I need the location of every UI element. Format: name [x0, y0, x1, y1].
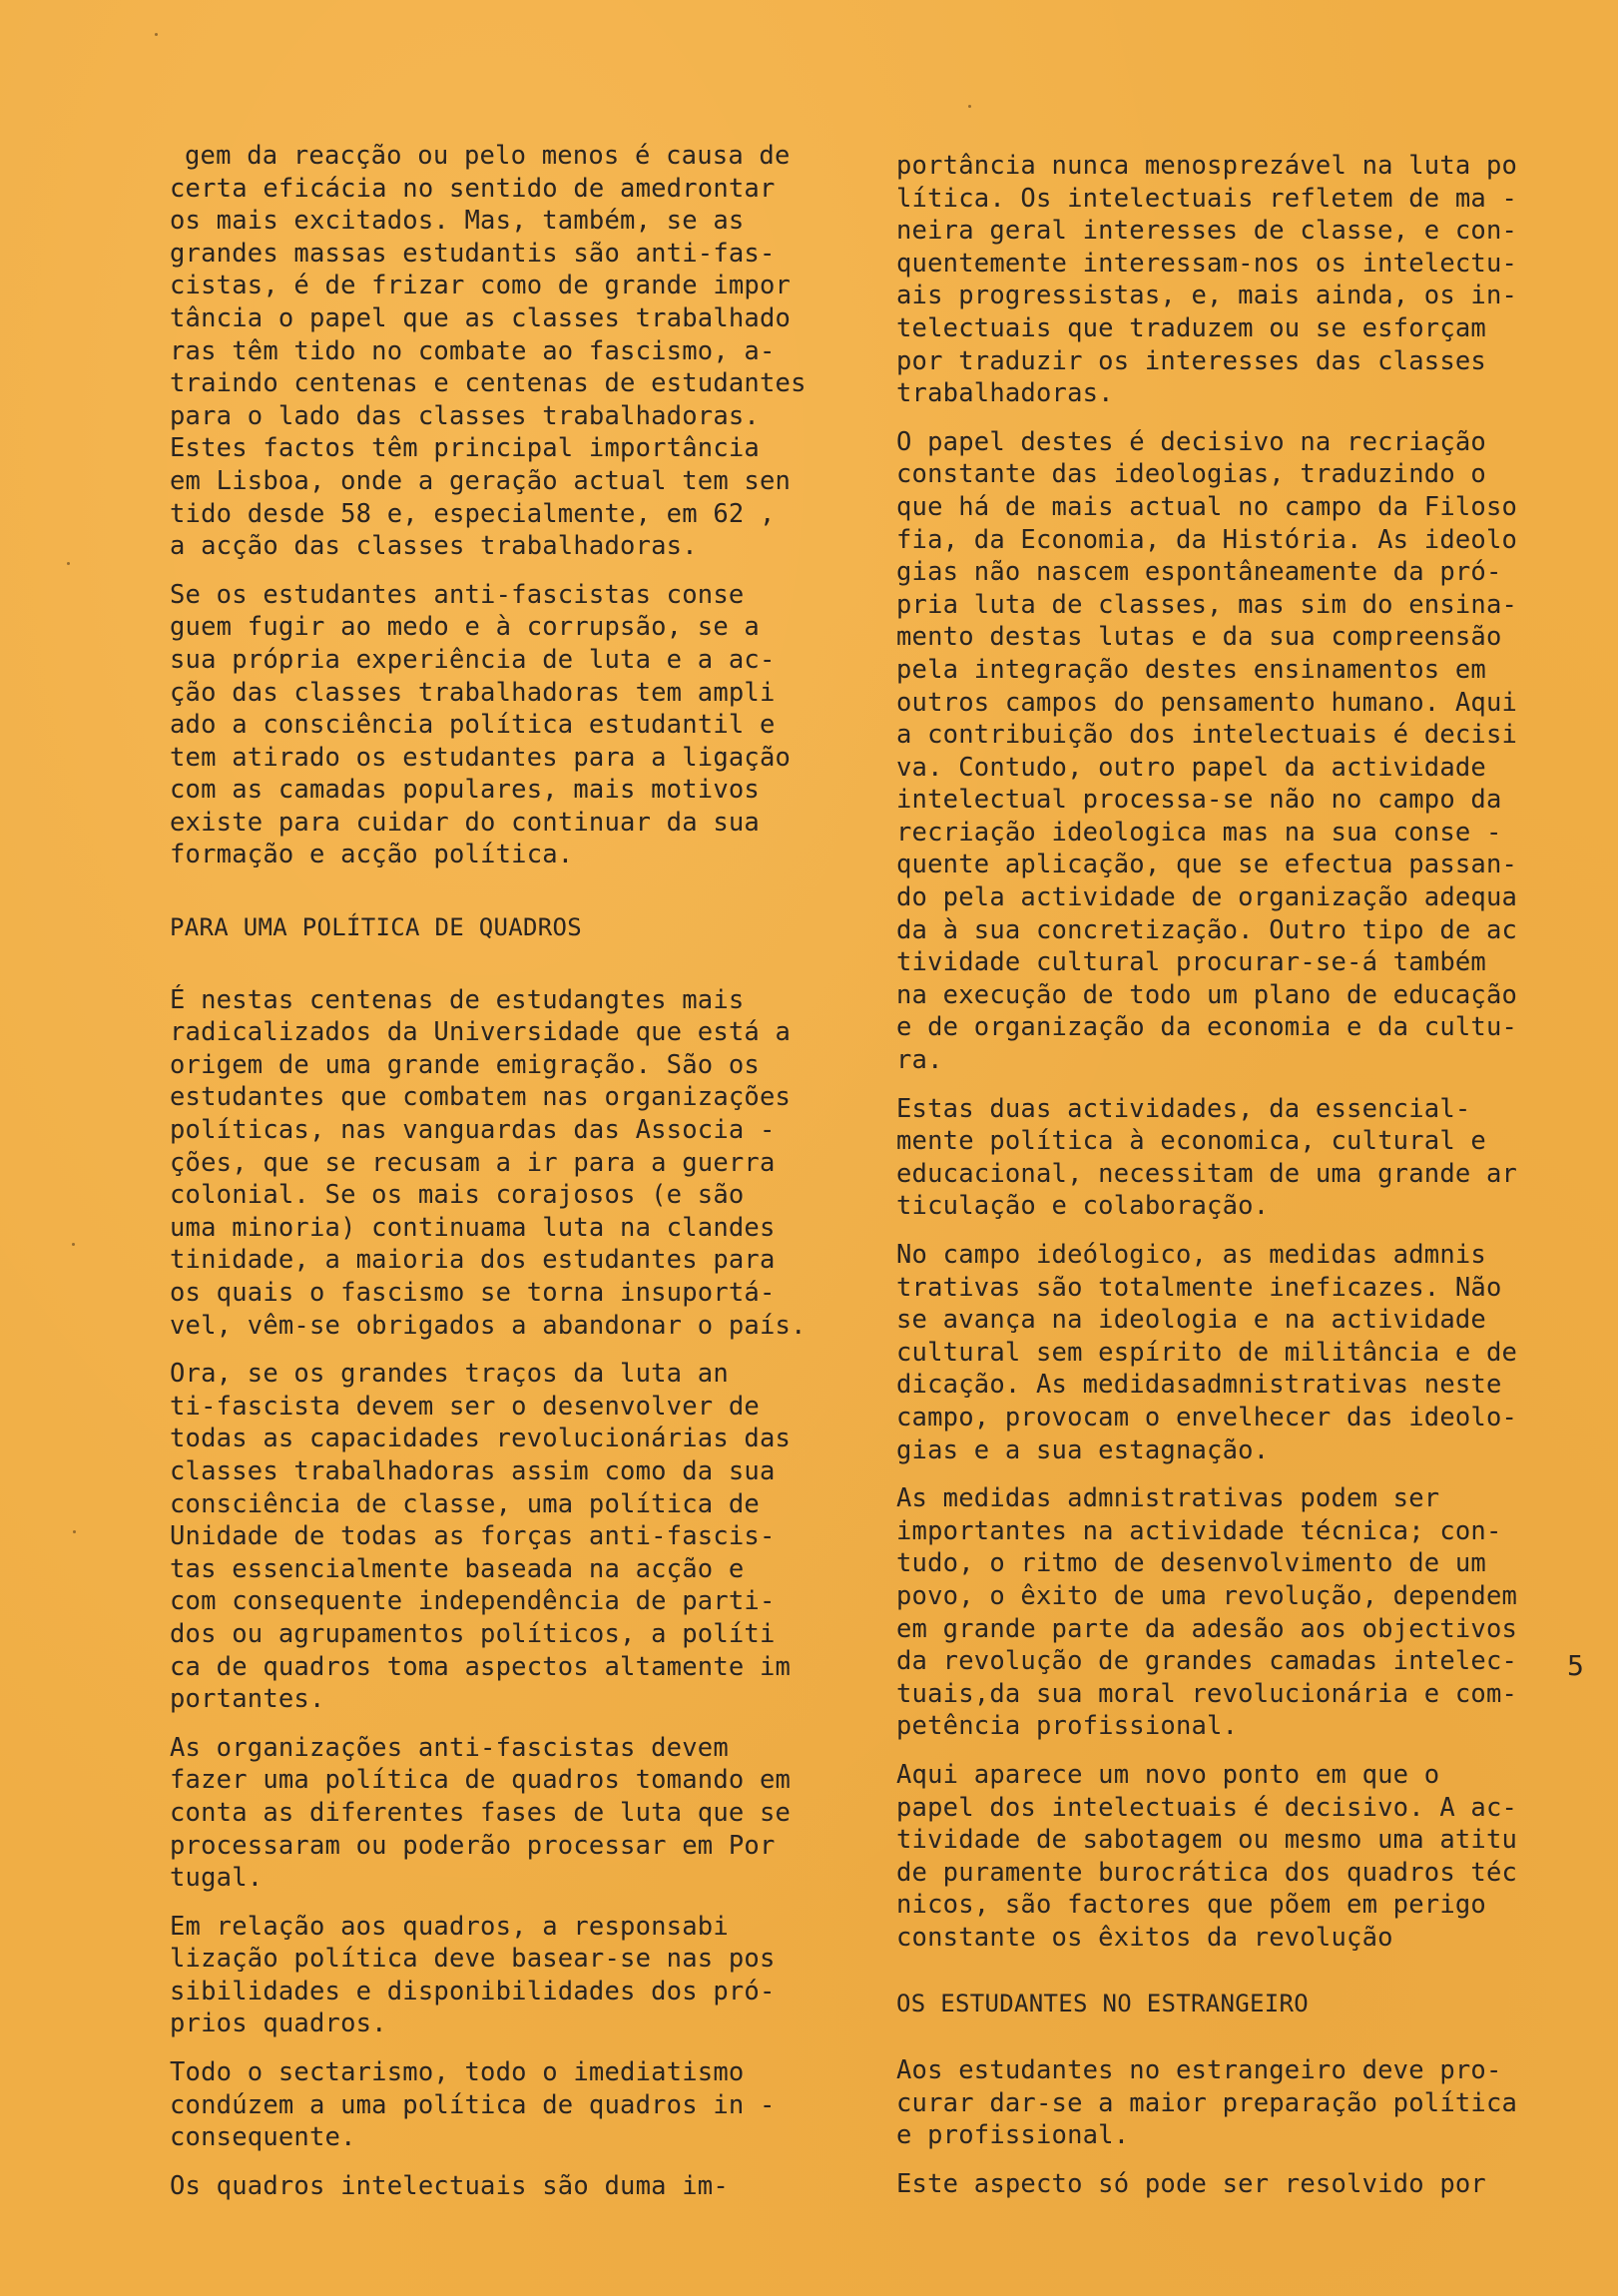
paper-speck — [73, 1530, 76, 1533]
section-heading: OS ESTUDANTES NO ESTRANGEIRO — [896, 1990, 1309, 2018]
paragraph: As medidas admnistrativas podem ser importantes na actividade técnica; con- tudo, o ritmo de desenvolvimento de um povo, o êxito de uma revolução, dependem em grande parte da adesão aos objectivos da revolução de grandes camadas intelec- tuais,da sua moral revolucionária e com- petência profissional. — [896, 1483, 1518, 1742]
paper-speck — [67, 562, 70, 565]
paragraph: O papel destes é decisivo na recriação constante das ideologias, traduzindo o que há de mais actual no campo da Filoso fia, da Economia, da História. As ideolo gias não nascem espontâneamente da pró- pria luta de classes, mas sim do ensina- mento destas lutas e da sua compreensão pela integração destes ensinamentos em outros campos do pensamento humano. Aqui a contribuição dos intelectuais é decisi va. Contudo, outro papel da actividade intelectual processa-se não no campo da recriação ideologica mas na sua conse - quente aplicação, que se efectua passan- do pela actividade de organização adequa da à sua concretização. Outro tipo de ac tividade cultural procurar-se-á também na execução de todo um plano de educação e de organização da economia e da cultu- ra. — [896, 426, 1518, 1076]
paragraph: No campo ideólogico, as medidas admnis trativas são totalmente ineficazes. Não se avança na ideologia e na actividade cultural sem espírito de militância e de dicação. As medidasadmnistrativas neste campo, provocam o envelhecer das ideolo- gias e a sua estagnação. — [896, 1240, 1518, 1465]
section-heading: PARA UMA POLÍTICA DE QUADROS — [170, 913, 582, 942]
paragraph: Em relação aos quadros, a responsabi lização política deve basear-se nas pos sibilidades e disponibilidades dos pró- prios quadros. — [170, 1911, 776, 2039]
paper-speck — [968, 105, 971, 108]
paragraph: Os quadros intelectuais são duma im- — [170, 2170, 729, 2201]
paragraph: Todo o sectarismo, todo o imediatismo condúzem a uma política de quadros in - consequente. — [170, 2057, 776, 2153]
paragraph: Estas duas actividades, da essencial- mente política à economica, cultural e educacional, necessitam de uma grande ar ticulação e colaboração. — [896, 1093, 1518, 1222]
paragraph: Aqui aparece um novo ponto em que o papel dos intelectuais é decisivo. A ac- tividade de sabotagem ou mesmo uma atitu de puramente burocrática dos quadros téc nicos, são factores que põem em perigo constante os êxitos da revolução — [896, 1759, 1518, 1953]
right-column — [896, 150, 1560, 2216]
left-column — [170, 140, 818, 2218]
paragraph: portância nunca menosprezável na luta po lítica. Os intelectuais refletem de ma - neira geral interesses de classe, e con- quentemente interessam-nos os intelectu- ais progressistas, e, mais ainda, os in- telectuais que traduzem ou se esforçam por traduzir os interesses das classes trabalhadoras. — [896, 151, 1518, 409]
paragraph: Se os estudantes anti-fascistas conse guem fugir ao medo e à corrupsão, se a sua própria experiência de luta e a ac- ção das classes trabalhadoras tem ampli ado a consciência política estudantil e tem atirado os estudantes para a ligação com as camadas populares, mais motivos existe para cuidar do continuar da sua formação e acção política. — [170, 579, 792, 870]
paragraph: gem da reacção ou pelo menos é causa de certa eficácia no sentido de amedrontar os mais excitados. Mas, também, se as grandes massas estudantis são anti-fas- cistas, é de frizar como de grande impor tância o papel que as classes trabalhado ras têm tido no combate ao fascismo, a- traindo centenas e centenas de estudantes para o lado das classes trabalhadoras. Estes factos têm principal importância em Lisboa, onde a geração actual tem sen tido desde 58 e, especialmente, em 62 , a acção das classes trabalhadoras. — [170, 141, 807, 562]
paragraph: As organizações anti-fascistas devem fazer uma política de quadros tomando em conta as diferentes fases de luta que se processaram ou poderão processar em Por tugal. — [170, 1732, 792, 1894]
paper-speck — [155, 33, 158, 36]
paper-speck — [72, 1243, 75, 1246]
paragraph: Ora, se os grandes traços da luta an ti-fascista devem ser o desenvolver de todas as capacidades revolucionárias das classes trabalhadoras assim como da sua consciência de classe, uma política de Unidade de todas as forças anti-fascis- tas essencialmente baseada na acção e com consequente independência de parti- dos ou agrupamentos políticos, a políti ca de quadros toma aspectos altamente im portantes. — [170, 1359, 792, 1715]
page-number: 5 — [1567, 1649, 1584, 1682]
paragraph: Aos estudantes no estrangeiro deve pro- curar dar-se a maior preparação política e profissional. — [896, 2055, 1518, 2151]
paragraph: É nestas centenas de estudangtes mais radicalizados da Universidade que está a origem de uma grande emigração. São os estudantes que combatem nas organizações políticas, nas vanguardas das Associa - ções, que se recusam a ir para a guerra colonial. Se os mais corajosos (e são uma minoria) continuama luta na clandes tinidade, a maioria dos estudantes para os quais o fascismo se torna insuportá- vel, vêm-se obrigados a abandonar o país. — [170, 984, 807, 1341]
paragraph: Este aspecto só pode ser resolvido por — [896, 2168, 1486, 2199]
